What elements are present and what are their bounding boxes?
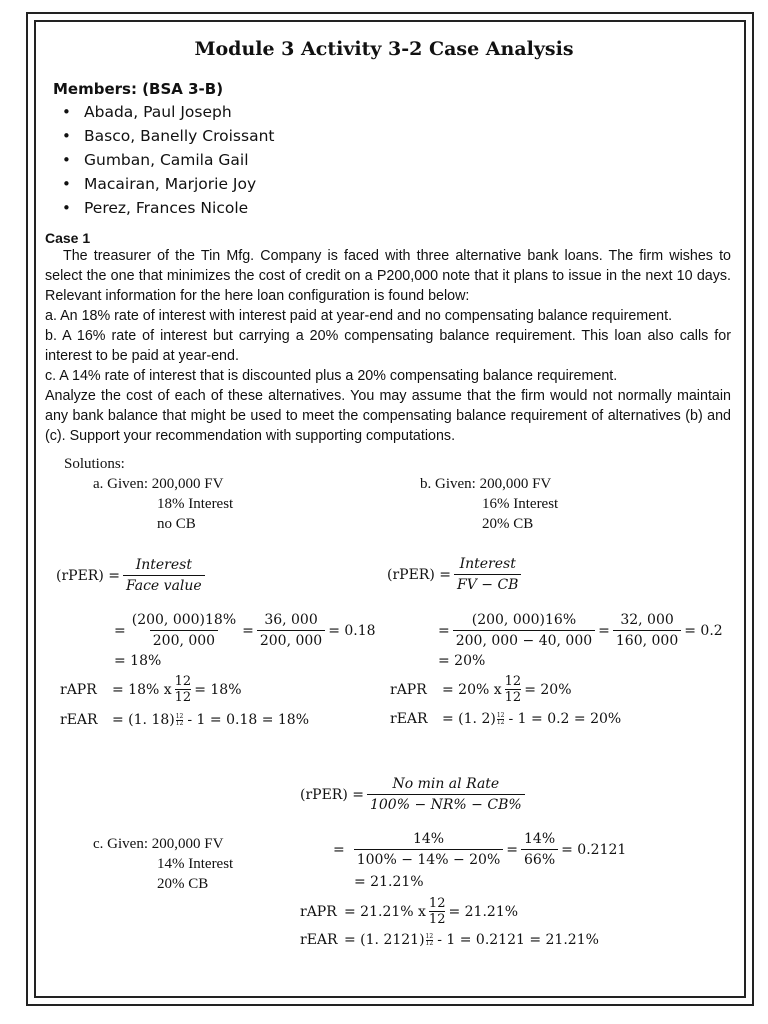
list-item: • Perez, Frances Nicole xyxy=(62,196,274,220)
equals-sign: = xyxy=(598,622,610,639)
b-simplified-den: 160, 000 xyxy=(613,630,681,649)
case-text xyxy=(45,246,731,446)
a-rper-decimal: = 0.18 xyxy=(328,622,376,639)
equals-sign: = xyxy=(114,622,126,639)
b-calc-num: (200, 000)16% xyxy=(471,612,577,628)
case-option-c: c. A 14% rate of interest that is discounted plus a 20% compensating balance requirement. xyxy=(45,368,618,384)
b-rapr-label: rAPR xyxy=(390,681,427,698)
b-simplified-num: 32, 000 xyxy=(620,612,674,628)
list-item: • Basco, Banelly Croissant xyxy=(62,124,274,148)
case-paragraph-analyze: Analyze the cost of each of these alternatives. You may assume that the firm would not normally maintain any bank balance that might be used to meet the compensating balance requirement of alternatives (b) and (c). Support your recommendation with supporting computations. xyxy=(45,388,731,444)
a-simplified-num: 36, 000 xyxy=(264,612,318,628)
a-rear-label: rEAR xyxy=(60,712,98,728)
b-rapr-den: 12 xyxy=(504,690,522,705)
b-calc-den: 200, 000 − 40, 000 xyxy=(453,630,595,649)
equals-sign: = xyxy=(438,622,450,639)
a-rper-den: Face value xyxy=(123,575,205,594)
c-rear-base: = (1. 2121) xyxy=(344,932,425,948)
c-rper-computation xyxy=(333,831,626,868)
b-rper-computation xyxy=(438,612,723,649)
b-rapr-pre: = 20% x xyxy=(442,681,502,698)
a-rear-exp-num: 12 xyxy=(175,712,184,720)
case-option-b: b. A 16% rate of interest but carrying a 20% compensating balance requirement. This loan also calls for interest to be paid at year-end. xyxy=(45,328,731,364)
c-rear-exp-den: 12 xyxy=(425,939,434,947)
case-label: Case 1 xyxy=(45,230,91,246)
c-rapr-result: = 21.21% xyxy=(448,903,519,920)
b-rear-exp-den: 12 xyxy=(496,718,505,726)
c-rper-percent: = 21.21% xyxy=(354,874,424,890)
b-rear-row xyxy=(390,711,621,727)
list-item: • Gumban, Camila Gail xyxy=(62,148,274,172)
b-rper-num: Interest xyxy=(459,556,516,572)
member-list xyxy=(62,100,274,220)
c-given-cb: 20% CB xyxy=(157,876,209,892)
b-rper-label: (rPER) = xyxy=(387,566,451,583)
b-rear-exp-num: 12 xyxy=(496,711,505,719)
c-rear-exp-num: 12 xyxy=(425,932,434,940)
a-rper-percent: = 18% xyxy=(114,653,162,669)
c-rapr-num: 12 xyxy=(428,896,446,911)
a-rper-num: Interest xyxy=(135,557,192,573)
c-rper-formula xyxy=(300,776,528,813)
b-rapr-row xyxy=(390,674,572,705)
b-rper-percent: = 20% xyxy=(438,653,486,669)
b-rapr-result: = 20% xyxy=(524,681,572,698)
c-simplified-num: 14% xyxy=(524,831,556,847)
c-calc-den: 100% − 14% − 20% xyxy=(354,849,504,868)
b-given-fv: b. Given: 200,000 FV xyxy=(420,476,552,492)
a-rear-result: - 1 = 0.18 = 18% xyxy=(187,712,310,728)
list-item: • Macairan, Marjorie Joy xyxy=(62,172,274,196)
c-simplified-den: 66% xyxy=(521,849,558,868)
members-label: Members: (BSA 3-B) xyxy=(53,80,224,98)
case-option-a: a. An 18% rate of interest with interest paid at year-end and no compensating balance requirement. xyxy=(45,308,673,324)
c-given-interest: 14% Interest xyxy=(157,856,234,872)
page-title: Module 3 Activity 3-2 Case Analysis xyxy=(194,38,574,60)
a-rapr-row xyxy=(60,674,242,705)
b-rper-den: FV − CB xyxy=(454,574,521,593)
c-rapr-label: rAPR xyxy=(300,903,337,920)
c-rper-decimal: = 0.2121 xyxy=(561,841,627,858)
b-rear-base: = (1. 2) xyxy=(442,711,496,727)
equals-sign: = xyxy=(242,622,254,639)
equals-sign: = xyxy=(333,841,345,858)
a-rapr-pre: = 18% x xyxy=(112,681,172,698)
a-rear-base: = (1. 18) xyxy=(112,712,175,728)
c-rper-den: 100% − NR% − CB% xyxy=(367,794,525,813)
a-given-fv: a. Given: 200,000 FV xyxy=(93,476,224,492)
a-rapr-den: 12 xyxy=(174,690,192,705)
a-rear-row xyxy=(60,712,309,728)
b-given-cb: 20% CB xyxy=(482,516,534,532)
a-calc-den: 200, 000 xyxy=(150,630,218,649)
c-rper-label: (rPER) = xyxy=(300,786,364,803)
solutions-label: Solutions: xyxy=(64,456,125,472)
a-rapr-label: rAPR xyxy=(60,681,97,698)
a-rper-computation xyxy=(114,612,376,649)
b-rper-decimal: = 0.2 xyxy=(684,622,723,639)
c-rapr-pre: = 21.21% x xyxy=(344,903,426,920)
b-rper-formula xyxy=(387,556,524,593)
a-rper-formula xyxy=(56,557,208,594)
c-rapr-den: 12 xyxy=(428,912,446,927)
c-rear-row xyxy=(300,932,599,948)
a-rear-exp-den: 12 xyxy=(175,719,184,727)
a-calc-num: (200, 000)18% xyxy=(131,612,237,628)
b-rear-label: rEAR xyxy=(390,711,428,727)
c-rper-num: No min al Rate xyxy=(392,776,500,792)
list-item: • Abada, Paul Joseph xyxy=(62,100,274,124)
a-given-cb: no CB xyxy=(157,516,196,532)
c-rapr-row xyxy=(300,896,518,927)
case-paragraph-intro: The treasurer of the Tin Mfg. Company is faced with three alternative bank loans. The firm wishes to select the one that minimizes the cost of credit on a P200,000 note that it plans to issue in the next 10 days. Relevant information for the here loan configuration is found below: xyxy=(45,248,731,304)
a-simplified-den: 200, 000 xyxy=(257,630,325,649)
b-given-interest: 16% Interest xyxy=(482,496,559,512)
equals-sign: = xyxy=(506,841,518,858)
b-rapr-num: 12 xyxy=(504,674,522,689)
b-rear-result: - 1 = 0.2 = 20% xyxy=(508,711,622,727)
a-rapr-num: 12 xyxy=(174,674,192,689)
a-rapr-result: = 18% xyxy=(194,681,242,698)
c-given-fv: c. Given: 200,000 FV xyxy=(93,836,224,852)
a-given-interest: 18% Interest xyxy=(157,496,234,512)
c-rear-label: rEAR xyxy=(300,932,338,948)
c-rear-result: - 1 = 0.2121 = 21.21% xyxy=(437,932,599,948)
c-calc-num: 14% xyxy=(412,831,445,847)
a-rper-label: (rPER) = xyxy=(56,567,120,584)
